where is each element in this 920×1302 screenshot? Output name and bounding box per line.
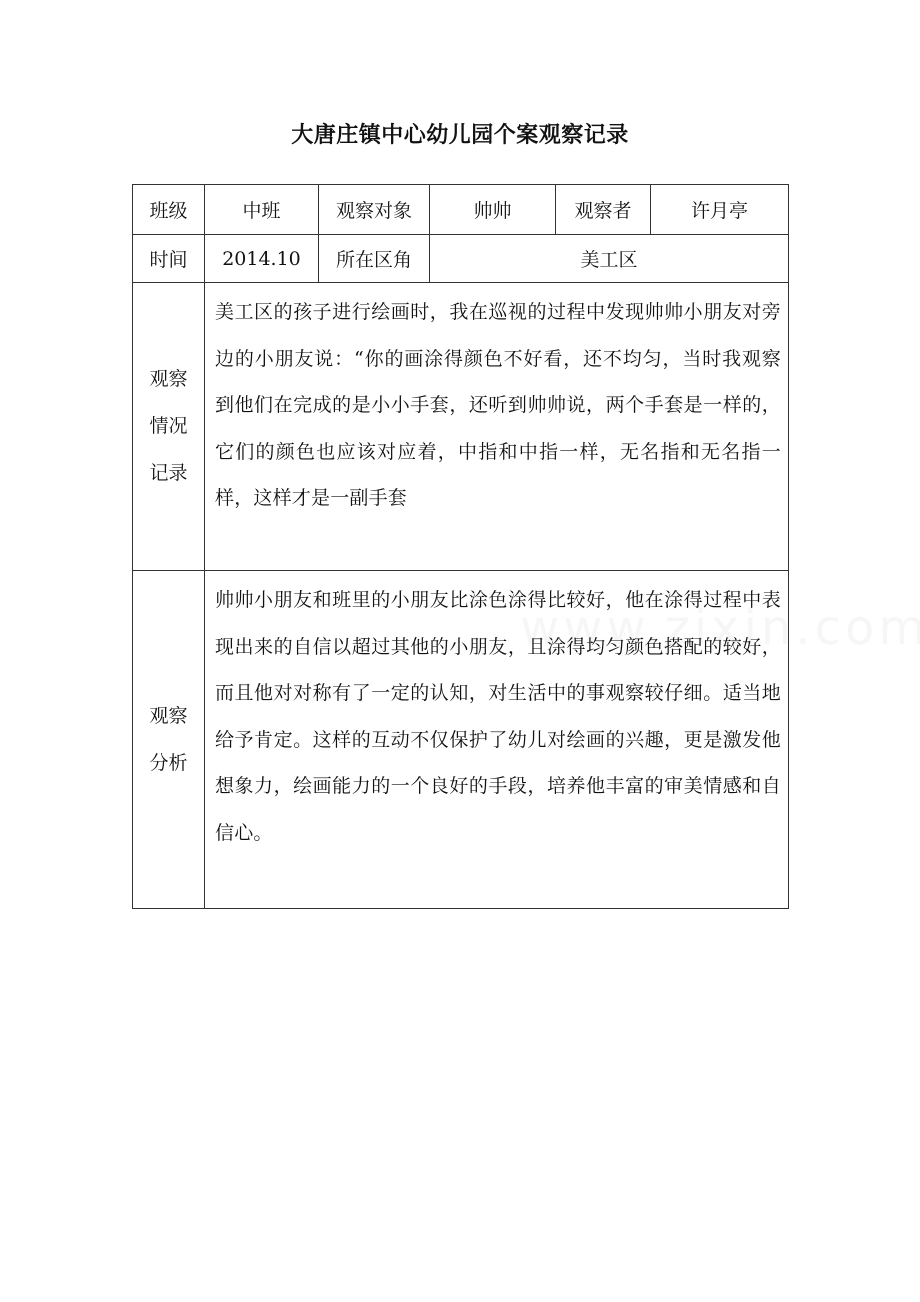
subject-label: 观察对象: [319, 185, 430, 235]
observer-value: 许月亭: [651, 185, 789, 235]
record-label-line: 观察: [149, 368, 188, 390]
time-value: 2014.10: [205, 235, 319, 283]
class-value: 中班: [205, 185, 319, 235]
record-text: 美工区的孩子进行绘画时，我在巡视的过程中发现帅帅小朋友对旁边的小朋友说：“你的画涂得颜色不好看，还不均匀，当时我观察到他们在完成的是小小手套，还听到帅帅说，两个手套是一样的，它们的颜色也应该对应着，中指和中指一样，无名指和无名指一样，这样才是一副手套: [205, 283, 789, 571]
record-label-line: 记录: [149, 462, 188, 484]
analysis-label-line: 分析: [149, 751, 188, 774]
analysis-label: [133, 571, 205, 909]
table-row-class: [133, 185, 789, 235]
observer-label: 观察者: [556, 185, 651, 235]
time-label: 时间: [133, 235, 205, 283]
area-value: 美工区: [430, 235, 789, 283]
observation-record-table: [132, 184, 789, 909]
subject-value: 帅帅: [430, 185, 556, 235]
record-label: [133, 283, 205, 571]
table-row-record: [133, 283, 789, 571]
table-row-analysis: [133, 571, 789, 909]
table-row-time: [133, 235, 789, 283]
analysis-text: 帅帅小朋友和班里的小朋友比涂色涂得比较好，他在涂得过程中表现出来的自信以超过其他的小朋友，且涂得均匀颜色搭配的较好，而且他对对称有了一定的认知，对生活中的事观察较仔细。适当地给予肯定。这样的互动不仅保护了幼儿对绘画的兴趣，更是激发他想象力，绘画能力的一个良好的手段，培养他丰富的审美情感和自信心。: [205, 571, 789, 909]
document-title: 大唐庄镇中心幼儿园个案观察记录: [291, 123, 629, 148]
class-label: 班级: [133, 185, 205, 235]
area-label: 所在区角: [319, 235, 430, 283]
analysis-label-line: 观察: [149, 704, 188, 727]
record-label-line: 情况: [149, 415, 188, 437]
